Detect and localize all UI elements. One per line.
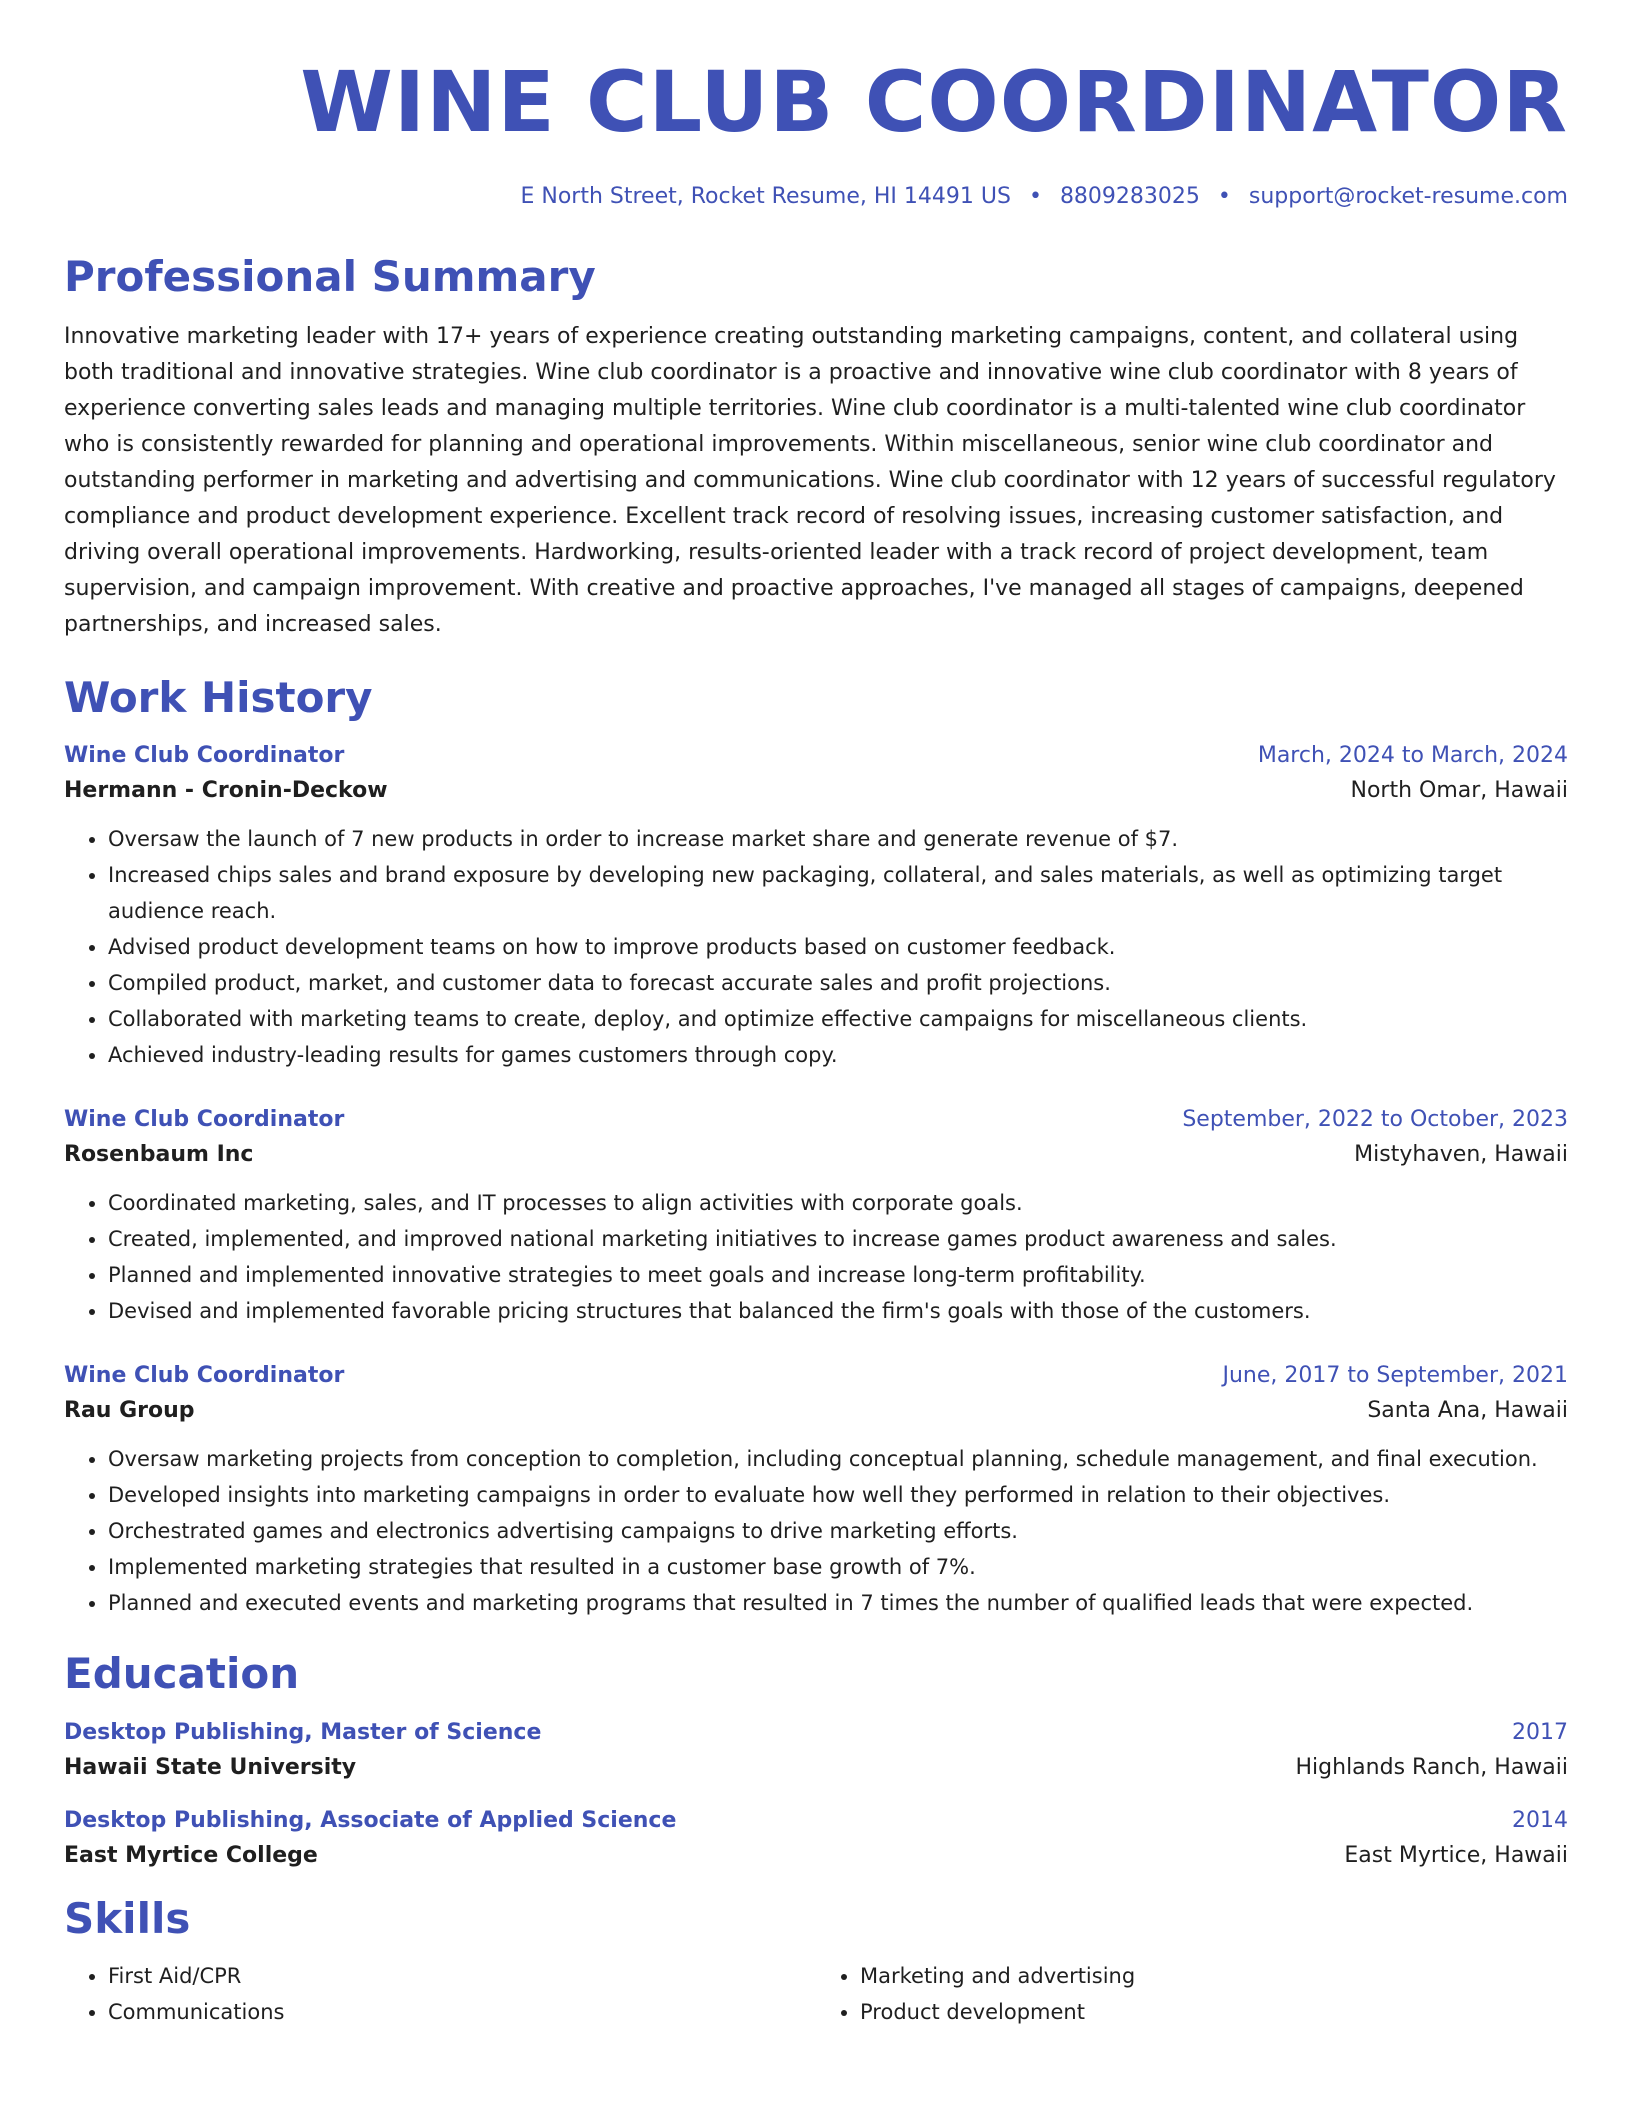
job-header-row — [64, 743, 1568, 768]
job-entry — [64, 1107, 1568, 1329]
skill-item: • Product development — [860, 1994, 1568, 2030]
skills-column-left — [64, 1958, 816, 2030]
job-bullet: • Devised and implemented favorable pricing structures that balanced the firm's goals with those of the customers. — [108, 1293, 1568, 1329]
job-bullet: • Coordinated marketing, sales, and IT processes to align activities with corporate goals. — [108, 1185, 1568, 1221]
job-header-row — [64, 1363, 1568, 1388]
job-location: North Omar, Hawaii — [1350, 778, 1568, 804]
job-entry — [64, 743, 1568, 1073]
job-bullet: • Collaborated with marketing teams to create, deploy, and optimize effective campaigns for miscellaneous clients. — [108, 1001, 1568, 1037]
skill-item: • Marketing and advertising — [860, 1958, 1568, 1994]
job-bullet: • Increased chips sales and brand exposure by developing new packaging, collateral, and sales materials, as well as optimizing target audience reach. — [108, 857, 1568, 929]
summary-text: Innovative marketing leader with 17+ years of experience creating outstanding marketing campaigns, content, and collateral using both traditional and innovative strategies. Wine club coordinator is a proactive and innovative wine club coordinator with 8 years of experience converting sales leads and managing multiple territories. Wine club coordinator is a multi-talented wine club coordinator who is consistently rewarded for planning and operational improvements. Within miscellaneous, senior wine club coordinator and outstanding performer in marketing and advertising and communications. Wine club coordinator with 12 years of successful regulatory compliance and product development experience. Excellent track record of resolving issues, increasing customer satisfaction, and driving overall operational improvements. Hardworking, results-oriented leader with a track record of project development, team supervision, and campaign improvement. With creative and proactive approaches, I've managed all stages of campaigns, deepened partnerships, and increased sales. — [64, 323, 1556, 637]
job-bullet: • Created, implemented, and improved national marketing initiatives to increase games product awareness and sales. — [108, 1221, 1568, 1257]
contact-email[interactable]: support@rocket-resume.com — [1248, 184, 1568, 209]
education-location: Highlands Ranch, Hawaii — [1295, 1754, 1568, 1780]
contact-phone: 8809283025 — [1059, 184, 1200, 209]
summary-heading: Professional Summary — [64, 252, 596, 302]
education-location: East Myrtice, Hawaii — [1344, 1842, 1568, 1868]
education-heading: Education — [64, 1649, 300, 1699]
job-bullets — [64, 821, 1568, 1073]
job-company: Rosenbaum Inc — [64, 1142, 254, 1168]
job-dates: June, 2017 to September, 2021 — [1222, 1363, 1568, 1389]
contact-separator: • — [1028, 184, 1042, 209]
contact-separator: • — [1217, 184, 1231, 209]
job-bullet: • Planned and implemented innovative strategies to meet goals and increase long-term profitability. — [108, 1257, 1568, 1293]
skills-list — [64, 1958, 1568, 2030]
job-bullet: • Achieved industry-leading results for games customers through copy. — [108, 1037, 1568, 1073]
contact-line — [64, 184, 1568, 210]
education-degree: Desktop Publishing, Master of Science — [64, 1719, 542, 1745]
skill-item: • First Aid/CPR — [108, 1958, 816, 1994]
education-entry — [64, 1808, 1568, 1868]
job-location: Mistyhaven, Hawaii — [1354, 1142, 1568, 1168]
education-school: Hawaii State University — [64, 1754, 357, 1780]
job-company: Rau Group — [64, 1398, 195, 1424]
job-dates: March, 2024 to March, 2024 — [1257, 743, 1568, 769]
job-company: Hermann - Cronin-Deckow — [64, 778, 388, 804]
job-company-row — [64, 768, 1568, 803]
education-header-row — [64, 1720, 1568, 1745]
job-bullet: • Compiled product, market, and customer data to forecast accurate sales and profit projections. — [108, 965, 1568, 1001]
job-company-row — [64, 1132, 1568, 1167]
education-school-row — [64, 1745, 1568, 1780]
skill-item: • Communications — [108, 1994, 816, 2030]
job-bullet: • Oversaw the launch of 7 new products in order to increase market share and generate revenue of $7. — [108, 821, 1568, 857]
job-bullet: • Developed insights into marketing campaigns in order to evaluate how well they performed in relation to their objectives. — [108, 1477, 1568, 1513]
contact-address: E North Street, Rocket Resume, HI 14491 US — [520, 184, 1011, 209]
education-school-row — [64, 1833, 1568, 1868]
work-history-heading: Work History — [64, 672, 373, 722]
job-bullet: • Planned and executed events and marketing programs that resulted in 7 times the number of qualified leads that were expected. — [108, 1585, 1568, 1621]
skills-heading: Skills — [64, 1893, 191, 1943]
job-bullets — [64, 1185, 1568, 1329]
education-year: 2014 — [1512, 1807, 1568, 1833]
education-school: East Myrtice College — [64, 1842, 318, 1868]
job-dates: September, 2022 to October, 2023 — [1182, 1107, 1568, 1133]
job-bullet: • Orchestrated games and electronics advertising campaigns to drive marketing efforts. — [108, 1513, 1568, 1549]
job-company-row — [64, 1388, 1568, 1423]
job-role: Wine Club Coordinator — [64, 1107, 345, 1133]
job-entry — [64, 1363, 1568, 1621]
skills-column-right — [816, 1958, 1568, 2030]
job-role: Wine Club Coordinator — [64, 743, 345, 769]
education-entry — [64, 1720, 1568, 1780]
job-bullet: • Implemented marketing strategies that resulted in a customer base growth of 7%. — [108, 1549, 1568, 1585]
job-bullet: • Advised product development teams on how to improve products based on customer feedback. — [108, 929, 1568, 965]
job-bullet: • Oversaw marketing projects from conception to completion, including conceptual planning, schedule management, and final execution. — [108, 1441, 1568, 1477]
job-role: Wine Club Coordinator — [64, 1363, 345, 1389]
job-header-row — [64, 1107, 1568, 1132]
job-bullets — [64, 1441, 1568, 1621]
education-degree: Desktop Publishing, Associate of Applied Science — [64, 1807, 677, 1833]
job-location: Santa Ana, Hawaii — [1367, 1398, 1568, 1424]
education-header-row — [64, 1808, 1568, 1833]
resume-name: WINE CLUB COORDINATOR — [300, 53, 1568, 151]
education-year: 2017 — [1512, 1719, 1568, 1745]
